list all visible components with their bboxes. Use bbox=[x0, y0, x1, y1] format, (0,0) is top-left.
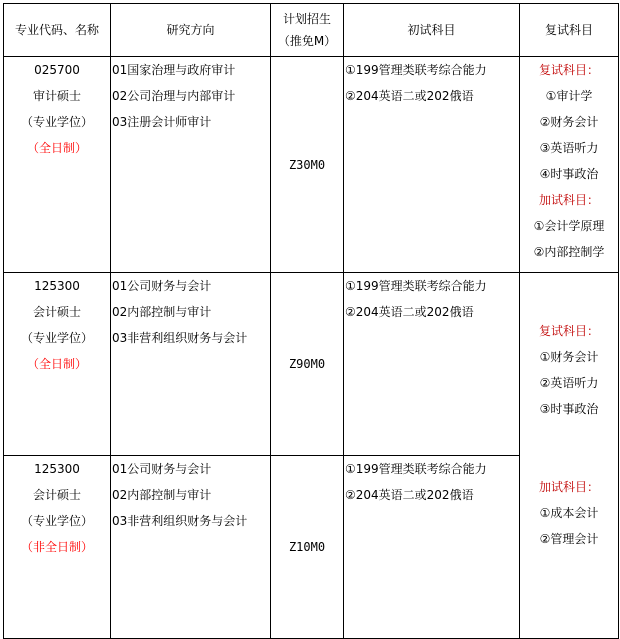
plan-cell: Z90M0 bbox=[271, 273, 344, 456]
spacer bbox=[520, 429, 618, 455]
plan-cell: Z30M0 bbox=[271, 57, 344, 273]
initial-cell bbox=[344, 57, 520, 273]
extra-item: ②内部控制学 bbox=[533, 245, 605, 259]
extra-item: ②管理会计 bbox=[539, 532, 599, 546]
initial-item: ②204英语二或202俄语 bbox=[345, 89, 474, 103]
initial-cell bbox=[344, 456, 520, 639]
header-initial: 初试科目 bbox=[344, 4, 520, 57]
program-code: 125300 bbox=[34, 279, 80, 293]
program-name: 会计硕士 bbox=[32, 488, 81, 502]
direction-item: 01公司财务与会计 bbox=[112, 462, 212, 476]
direction-item: 01国家治理与政府审计 bbox=[112, 63, 236, 77]
program-name: 审计硕士 bbox=[32, 89, 81, 103]
retest-item: ④时事政治 bbox=[539, 167, 599, 181]
extra-item: ①成本会计 bbox=[539, 506, 599, 520]
program-mode: （非全日制） bbox=[20, 540, 93, 554]
retest-item: ①财务会计 bbox=[539, 350, 599, 364]
retest-item: ③英语听力 bbox=[539, 141, 599, 155]
extra-label: 加试科目： bbox=[538, 193, 599, 207]
retest-item: ③时事政治 bbox=[539, 402, 599, 416]
extra-item: ①会计学原理 bbox=[533, 219, 605, 233]
extra-label: 加试科目： bbox=[538, 480, 599, 494]
direction-item: 02内部控制与审计 bbox=[112, 488, 212, 502]
initial-item: ①199管理类联考综合能力 bbox=[345, 279, 487, 293]
direction-item: 01公司财务与会计 bbox=[112, 279, 212, 293]
program-mode: （全日制） bbox=[26, 141, 87, 155]
direction-cell bbox=[111, 57, 271, 273]
direction-cell bbox=[111, 273, 271, 456]
header-row bbox=[4, 4, 619, 57]
initial-item: ①199管理类联考综合能力 bbox=[345, 462, 487, 476]
retest-label: 复试科目： bbox=[538, 63, 599, 77]
header-direction: 研究方向 bbox=[111, 4, 271, 57]
plan-cell: Z10M0 bbox=[271, 456, 344, 639]
program-cell bbox=[4, 273, 111, 456]
header-retest: 复试科目 bbox=[520, 4, 619, 57]
header-plan-line2: （推免M） bbox=[277, 34, 337, 48]
direction-item: 02公司治理与内部审计 bbox=[112, 89, 236, 103]
initial-item: ②204英语二或202俄语 bbox=[345, 488, 474, 502]
initial-item: ②204英语二或202俄语 bbox=[345, 305, 474, 319]
program-name: 会计硕士 bbox=[32, 305, 81, 319]
retest-label: 复试科目： bbox=[538, 324, 599, 338]
direction-item: 03非营利组织财务与会计 bbox=[112, 331, 248, 345]
direction-item: 03非营利组织财务与会计 bbox=[112, 514, 248, 528]
program-mode: （全日制） bbox=[26, 357, 87, 371]
program-degree: （专业学位） bbox=[20, 115, 93, 129]
header-plan-line1: 计划招生 bbox=[282, 12, 331, 26]
retest-item: ②英语听力 bbox=[539, 376, 599, 390]
program-cell bbox=[4, 456, 111, 639]
program-code: 025700 bbox=[34, 63, 80, 77]
table-row bbox=[4, 273, 619, 456]
retest-item: ①审计学 bbox=[545, 89, 593, 103]
spacer bbox=[520, 455, 618, 481]
direction-item: 02内部控制与审计 bbox=[112, 305, 212, 319]
program-degree: （专业学位） bbox=[20, 331, 93, 345]
program-degree: （专业学位） bbox=[20, 514, 93, 528]
initial-cell bbox=[344, 273, 520, 456]
admissions-table bbox=[3, 3, 619, 639]
retest-cell-accounting bbox=[520, 273, 619, 639]
direction-item: 03注册会计师审计 bbox=[112, 115, 212, 129]
retest-cell-audit bbox=[520, 57, 619, 273]
direction-cell bbox=[111, 456, 271, 639]
initial-item: ①199管理类联考综合能力 bbox=[345, 63, 487, 77]
header-plan bbox=[271, 4, 344, 57]
program-cell bbox=[4, 57, 111, 273]
header-code-name: 专业代码、名称 bbox=[4, 4, 111, 57]
program-code: 125300 bbox=[34, 462, 80, 476]
table-row bbox=[4, 57, 619, 273]
retest-item: ②财务会计 bbox=[539, 115, 599, 129]
